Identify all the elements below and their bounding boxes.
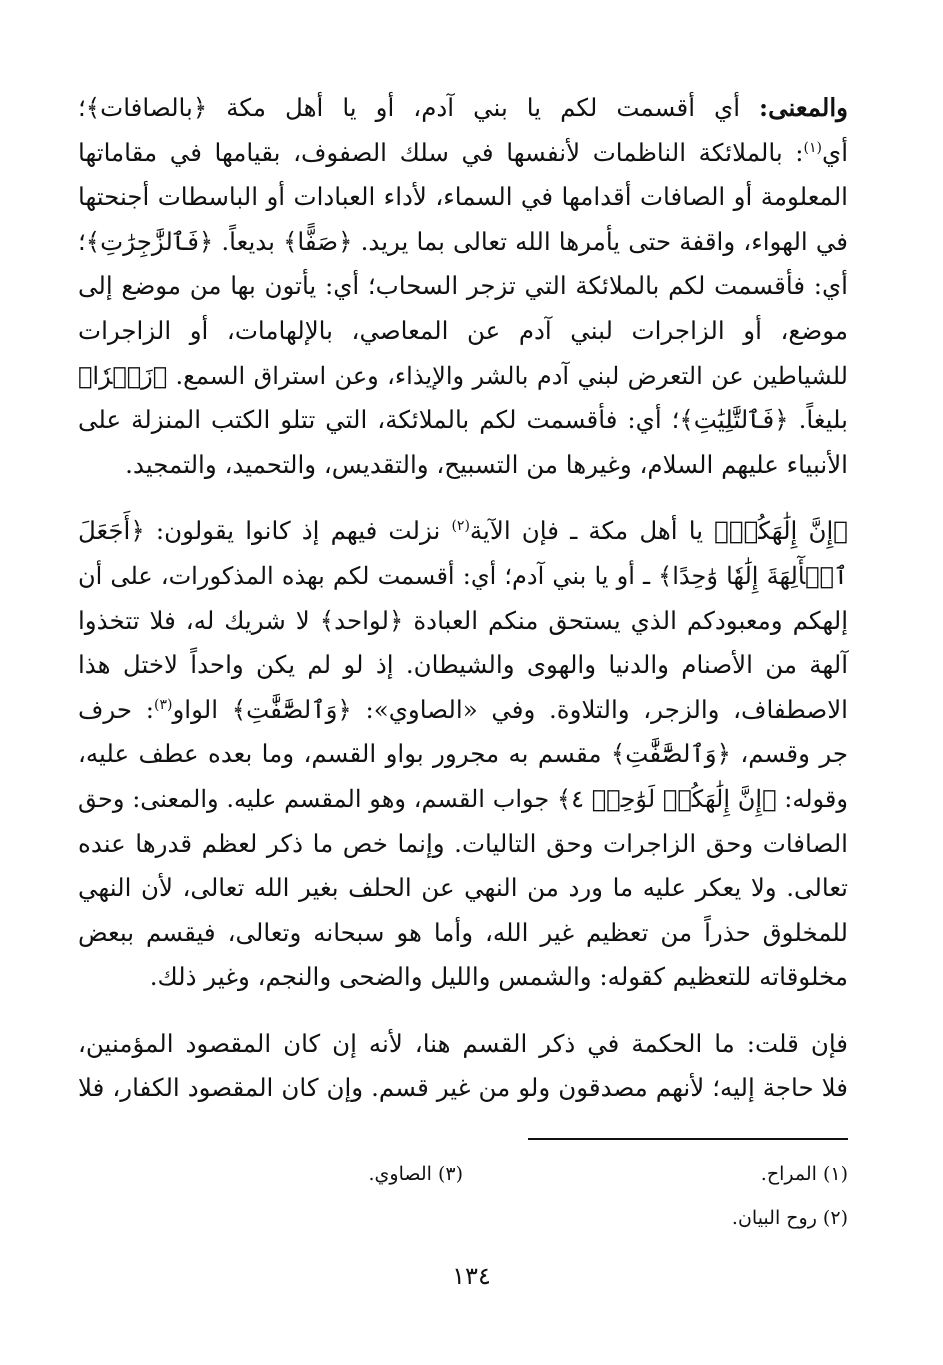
text-line (78, 1022, 848, 1067)
text-line (78, 309, 848, 354)
text-line (78, 599, 848, 644)
line-text: وقوله: ﴿إِنَّ إِلَٰهَكُمۡ لَوَٰحِدٞ ٤﴾ جواب القسم، وهو المقسم عليه. والمعنى: وحق (78, 784, 848, 813)
footnote-row (78, 1196, 848, 1240)
line-text: أي (822, 137, 848, 167)
page-number: ١٣٤ (452, 1262, 491, 1290)
footnote: (٢) روح البيان. (731, 1207, 848, 1229)
line-text: نزلت فيهم إذ كانوا يقولون: ﴿أَجَعَلَ (78, 516, 452, 546)
line-text: آلهة من الأصنام والدنيا والهوى والشيطان. إذ لو لم يكن واحداً لاختل هذا (78, 650, 848, 680)
line-text: ﴿إِنَّ إِلَٰهَكُمۡ﴾ يا أهل مكة ـ فإن الآية (469, 516, 848, 546)
text-line (78, 509, 848, 554)
text-line (78, 688, 848, 733)
text-line (78, 86, 848, 131)
line-text: للشياطين عن التعرض لبني آدم بالشر والإيذاء، وعن استراق السمع. ﴿زَجۡرٗا﴾ (78, 361, 848, 390)
line-text: مخلوقاته للتعظيم كقوله: والشمس والليل والضحى والنجم، وغير ذلك. (149, 962, 848, 992)
footnote-marker: (٢) (451, 518, 470, 535)
text-line (78, 1066, 848, 1111)
body-text (78, 86, 848, 1111)
text-line (78, 354, 848, 399)
text-line (78, 643, 848, 688)
text-line (78, 398, 848, 443)
footnote-marker: (٣) (154, 696, 173, 713)
line-text: ٱلۡأٓلِهَةَ إِلَٰهٗا وَٰحِدًا﴾ ـ أو يا بني آدم؛ أي: أقسمت لكم بهذه المذكورات، على أن (78, 561, 848, 590)
text-line (78, 955, 848, 1000)
paragraph (78, 509, 848, 1000)
line-text: فلا حاجة إليه؛ لأنهم مصدقون ولو من غير قسم. وإن كان المقصود الكفار، فلا (78, 1073, 848, 1103)
text-line (78, 822, 848, 867)
footnote: (١) المراح. (760, 1163, 848, 1185)
line-text: المعلومة أو الصافات أقدامها في السماء، لأداء العبادات أو الباسطات أجنحتها (78, 182, 848, 212)
line-text: تعالى. ولا يعكر عليه ما ورد من النهي عن الحلف بغير الله تعالى، لأن النهي (78, 873, 848, 903)
line-text: أي أقسمت لكم يا بني آدم، أو يا أهل مكة ﴿بالصافات﴾؛ (78, 93, 760, 122)
text-line (78, 732, 848, 777)
footnote: (٣) الصاوي. (368, 1163, 463, 1185)
line-text: الأنبياء عليهم السلام، وغيرها من التسبيح، والتقديس، والتحميد، والتمجيد. (125, 449, 848, 479)
line-text: في الهواء، واقفة حتى يأمرها الله تعالى بما يريد. ﴿صَفًّا﴾ بديعاً. ﴿فَٱلزَّٰجِرَٰتِ﴾؛ (78, 226, 848, 256)
text-line (78, 443, 848, 488)
line-text: بليغاً. ﴿فَٱلتَّٰلِيَٰتِ﴾؛ أي: فأقسمت لكم بالملائكة، التي تتلو الكتب المنزلة على (78, 405, 848, 435)
text-line (78, 175, 848, 220)
line-text: فإن قلت: ما الحكمة في ذكر القسم هنا، لأنه إن كان المقصود المؤمنين، (78, 1028, 848, 1058)
footnote-marker: (١) (803, 139, 823, 156)
text-line (78, 911, 848, 956)
bold-lead: والمعنى: (759, 93, 848, 122)
line-text: للمخلوق حذراً من تعظيم غير الله، وأما هو سبحانه وتعالى، فيقسم ببعض (78, 917, 848, 947)
text-line (78, 131, 848, 176)
paragraph (78, 86, 848, 487)
line-text: : بالملائكة الناظمات لأنفسها في سلك الصفوف، بقيامها في مقاماتها (78, 137, 804, 167)
line-text: موضع، أو الزاجرات لبني آدم عن المعاصي، بالإلهامات، أو الزاجرات (78, 315, 848, 345)
text-line (78, 777, 848, 822)
line-text: أي: فأقسمت لكم بالملائكة التي تزجر السحاب؛ أي: يأتون بها من موضع إلى (78, 271, 848, 301)
line-text: الاصطفاف، والزجر، والتلاوة. وفي «الصاوي»: ﴿وَٱلصَّٰٓفَّٰتِ﴾ الواو (172, 694, 848, 724)
line-text: جر وقسم، ﴿وَٱلصَّٰٓفَّٰتِ﴾ مقسم به مجرور بواو القسم، وما بعده عطف عليه، (78, 739, 848, 769)
text-line (78, 866, 848, 911)
line-text: الصافات وحق الزاجرات وحق التاليات. وإنما خص ما ذكر لعظم قدرها عنده (78, 828, 848, 858)
text-line (78, 554, 848, 599)
footnotes (78, 1152, 848, 1240)
paragraph (78, 1022, 848, 1111)
footnote-separator (528, 1138, 848, 1140)
footnote-row (78, 1152, 848, 1196)
text-line (78, 264, 848, 309)
text-line (78, 220, 848, 265)
line-text: إلهكم ومعبودكم الذي يستحق منكم العبادة ﴿لواحد﴾ لا شريك له، فلا تتخذوا (78, 605, 848, 635)
line-text: : حرف (78, 694, 154, 724)
